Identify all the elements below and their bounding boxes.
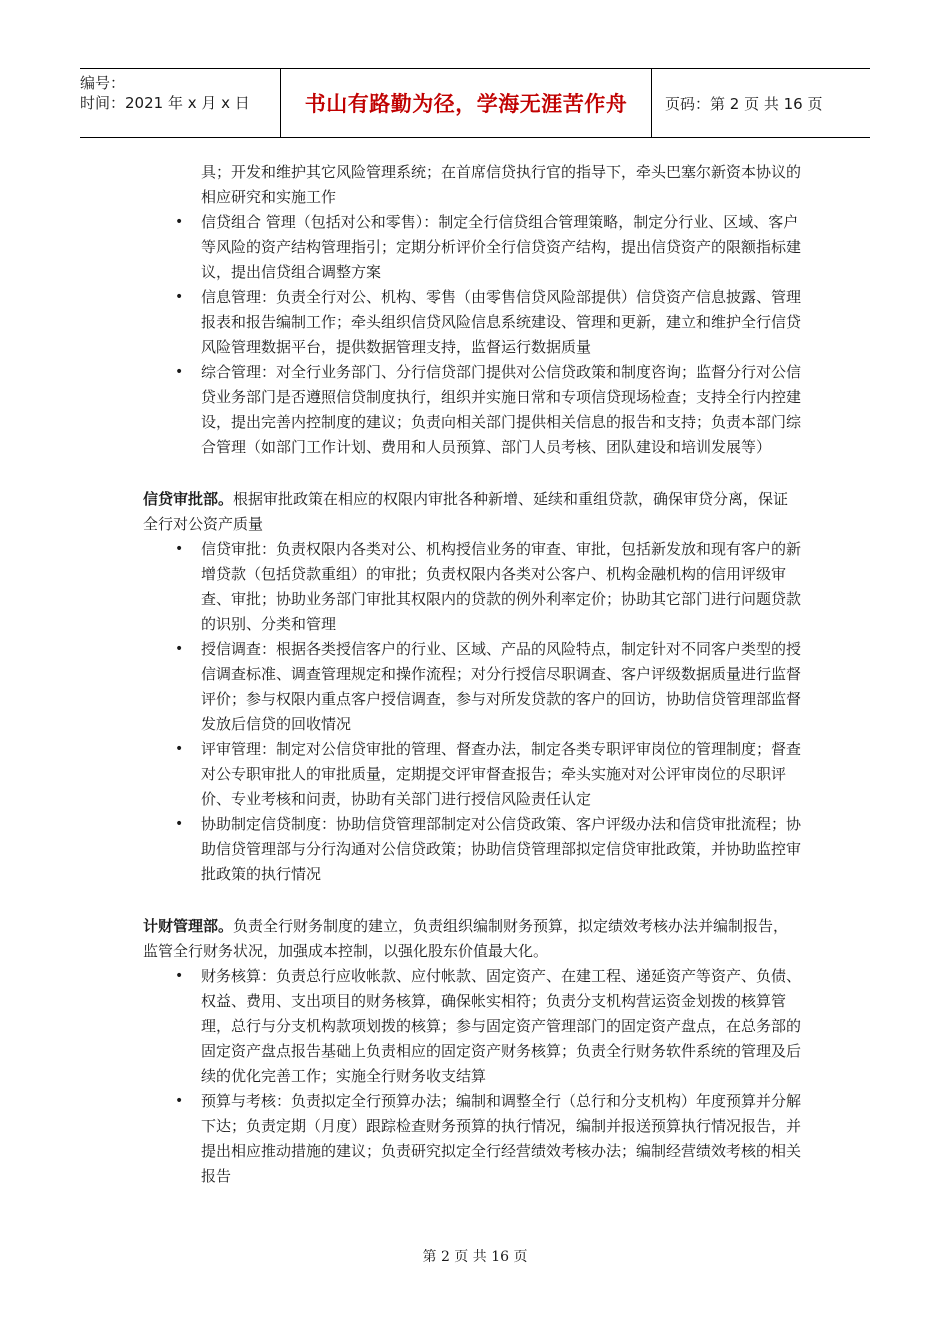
list-item [143, 210, 803, 285]
list-item-text: 综合管理：对全行业务部门、分行信贷部门提供对公信贷政策和制度咨询；监督分行对公信贷业务部门是否遵照信贷制度执行，组织并实施日常和专项信贷现场检查；支持全行内控建设，提出完善内控制度的建议；负责向相关部门提供相关信息的报告和支持；负责本部门综合管理（如部门工作计划、费用和人员预算、部门人员考核、团队建设和培训发展等） [201, 363, 802, 456]
list-item-text: 评审管理：制定对公信贷审批的管理、督查办法，制定各类专职评审岗位的管理制度；督查对公专职审批人的审批质量，定期提交评审督查报告；牵头实施对对公评审岗位的尽职评价、专业考核和问责，协助有关部门进行授信风险责任认定 [201, 740, 802, 808]
list-item [143, 737, 803, 812]
list-item-text: 预算与考核：负责拟定全行预算办法；编制和调整全行（总行和分支机构）年度预算并分解下达；负责定期（月度）跟踪检查财务预算的执行情况，编制并报送预算执行情况报告，并提出相应推动措施的建议；负责研究拟定全行经营绩效考核办法；编制经营绩效考核的相关报告 [201, 1092, 802, 1185]
section-finance-management [143, 914, 803, 964]
document-date-label: 时间：2021 年 x 月 x 日 [80, 94, 250, 112]
header-page-code [651, 69, 870, 137]
list-item-text: 协助制定信贷制度：协助信贷管理部制定对公信贷政策、客户评级办法和信贷审批流程；协助信贷管理部与分行沟通对公信贷政策；协助信贷管理部拟定信贷审批政策，并协助监控审批政策的执行情况 [201, 815, 802, 883]
section-credit-approval [143, 487, 803, 537]
section-title: 计财管理部。 [143, 917, 234, 935]
bullet-icon: • [175, 214, 184, 230]
page-code-text: 页码：第 2 页 共 16 页 [665, 94, 823, 113]
bullet-icon: • [175, 816, 184, 832]
section-description: 负责全行财务制度的建立，负责组织编制财务预算，拟定绩效考核办法并编制报告，监管全行财务状况，加强成本控制，以强化股东价值最大化。 [143, 917, 789, 960]
list-item-text: 授信调查：根据各类授信客户的行业、区域、产品的风险特点，制定针对不同客户类型的授信调查标准、调查管理规定和操作流程；对分行授信尽职调查、客户评级数据质量进行监督评价；参与权限内重点客户授信调查，参与对所发贷款的客户的回访，协助信贷管理部监督发放后信贷的回收情况 [201, 640, 802, 733]
section-title: 信贷审批部。 [143, 490, 234, 508]
section-description: 根据审批政策在相应的权限内审批各种新增、延续和重组贷款，确保审贷分离，保证全行对公资产质量 [143, 490, 789, 533]
header-motto-cell [280, 69, 652, 137]
list-item [143, 964, 803, 1089]
page-header [80, 68, 870, 138]
list-item-text: 财务核算：负责总行应收帐款、应付帐款、固定资产、在建工程、递延资产等资产、负债、权益、费用、支出项目的财务核算，确保帐实相符；负责分支机构营运资金划拨的核算管理，总行与分支机构款项划拨的核算；参与固定资产管理部门的固定资产盘点，在总务部的固定资产盘点报告基础上负责相应的固定资产财务核算；负责全行财务软件系统的管理及后续的优化完善工作；实施全行财务收支结算 [201, 967, 802, 1085]
list-item-text: 信贷组合 管理（包括对公和零售）：制定全行信贷组合管理策略，制定分行业、区域、客户等风险的资产结构管理指引；定期分析评价全行信贷资产结构，提出信贷资产的限额指标建议，提出信贷组合调整方案 [201, 213, 802, 281]
list-item [143, 537, 803, 637]
list-item-text: 信息管理：负责全行对公、机构、零售（由零售信贷风险部提供）信贷资产信息披露、管理报表和报告编制工作；牵头组织信贷风险信息系统建设、管理和更新，建立和维护全行信贷风险管理数据平台，提供数据管理支持，监督运行数据质量 [201, 288, 802, 356]
document-body [143, 160, 803, 1189]
page-footer: 第 2 页 共 16 页 [422, 1249, 528, 1265]
bullet-icon: • [175, 1093, 184, 1109]
motto-text: 书山有路勤为径，学海无涯苦作舟 [304, 91, 628, 116]
intro-continuation: 具；开发和维护其它风险管理系统；在首席信贷执行官的指导下，牵头巴塞尔新资本协议的相应研究和实施工作 [201, 163, 802, 206]
bullet-icon: • [175, 541, 184, 557]
document-number-label: 编号： [80, 74, 126, 92]
list-item [143, 637, 803, 737]
bullet-icon: • [175, 364, 184, 380]
bullet-icon: • [175, 968, 184, 984]
list-item [143, 285, 803, 360]
bullet-icon: • [175, 641, 184, 657]
list-item [143, 812, 803, 887]
list-item [143, 1089, 803, 1189]
list-item-text: 信贷审批：负责权限内各类对公、机构授信业务的审查、审批，包括新发放和现有客户的新增贷款（包括贷款重组）的审批；负责权限内各类对公客户、机构金融机构的信用评级审查、审批；协助业务部门审批其权限内的贷款的例外利率定价；协助其它部门进行问题贷款的识别、分类和管理 [201, 540, 802, 633]
bullet-icon: • [175, 741, 184, 757]
header-meta [80, 69, 280, 141]
list-item [143, 360, 803, 460]
bullet-icon: • [175, 289, 184, 305]
